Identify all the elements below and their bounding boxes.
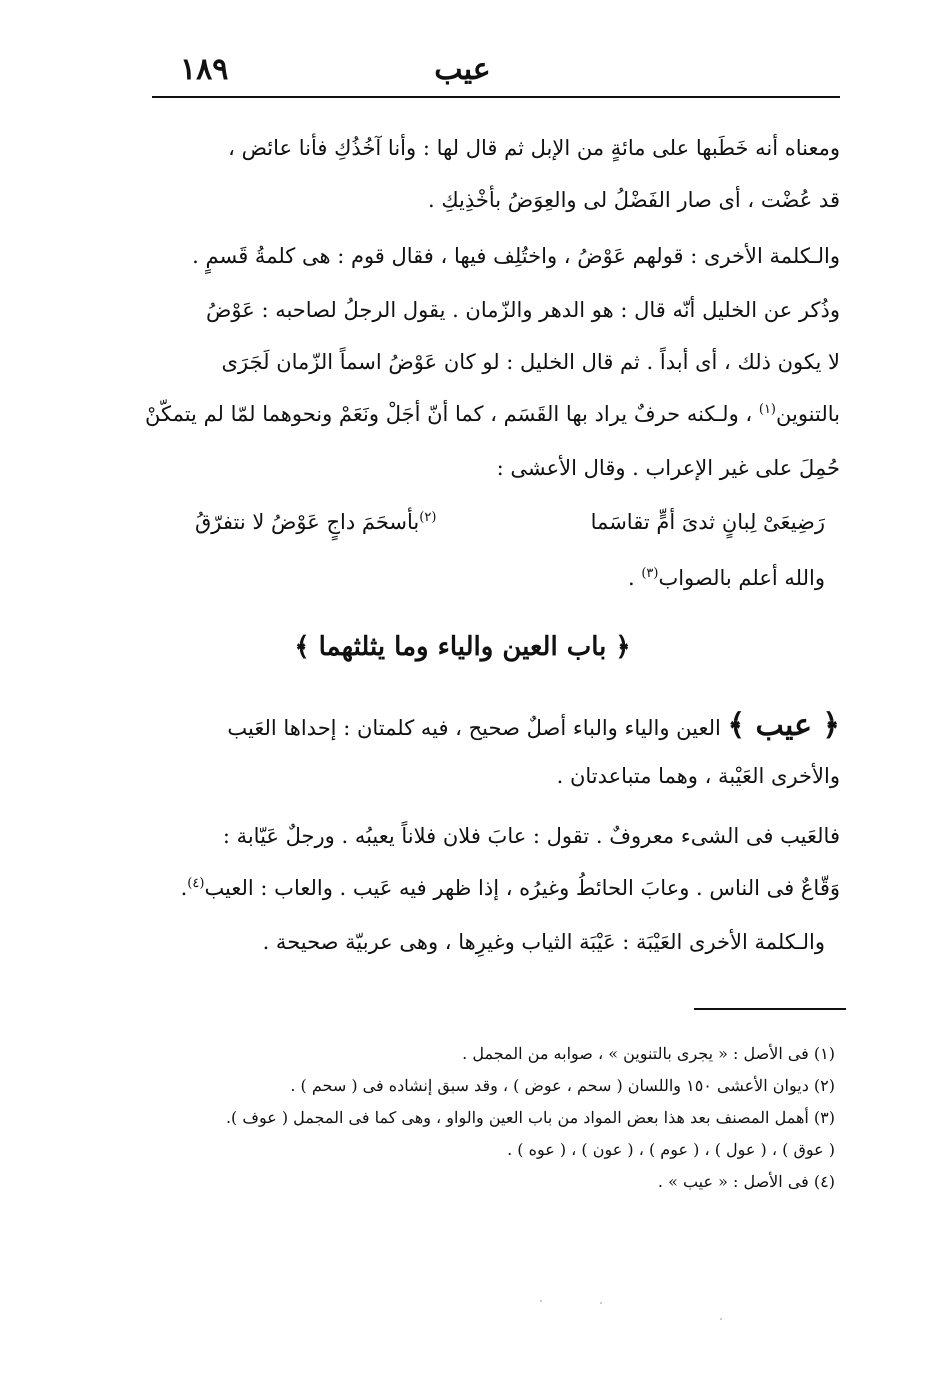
closing-end: . bbox=[627, 566, 635, 590]
paragraph-2-line-2: وذُكر عن الخليل أنّه قال : هو الدهر والزّمان . يقول الرجلُ لصاحبه : عَوْضُ bbox=[206, 298, 840, 322]
entry-line-1-text: العين والياء والباء أصلٌ صحيح ، فيه كلمتان : إحداها العَيب bbox=[227, 716, 721, 740]
scan-speck bbox=[540, 1300, 542, 1302]
page-number: ١٨٩ bbox=[180, 52, 229, 87]
paragraph-2-line-5: حُمِلَ على غير الإعراب . وقال الأعشى : bbox=[496, 456, 840, 480]
verse-second-hemistich: بأسحَمَ داجٍ عَوْضُ لا نتفرّقُ bbox=[195, 510, 420, 534]
footnote-rule bbox=[694, 1008, 846, 1010]
entry-line-4-end: . bbox=[180, 876, 188, 900]
verse-first-hemistich: رَضِيعَىْ لِبانٍ ثدىَ أمٍّ تقاسَما bbox=[590, 510, 825, 534]
footnote-1: (١) فى الأصل : « يجرى بالتنوين » ، صوابه من المجمل . bbox=[462, 1044, 835, 1063]
footnote-3-line-1: (٣) أهمل المصنف بعد هذا بعض المواد من باب العين والواو ، وهى كما فى المجمل ( عوف ). bbox=[225, 1108, 835, 1127]
paragraph-2-line-3: لا يكون ذلك ، أى أبداً . ثم قال الخليل : لو كان عَوْضُ اسماً الزّمان لَجَرَى bbox=[221, 350, 840, 374]
entry-line-2: والأخرى العَيْبة ، وهما متباعدتان . bbox=[556, 764, 840, 788]
paragraph-2-line-4-end: ، ولـكنه حرفٌ يراد بها القَسَم ، كما أنّ أجَلْ ونَعَمْ ونحوهما لمّا لم يتمكّنْ bbox=[145, 402, 753, 426]
running-head: عيب bbox=[434, 52, 491, 87]
footnote-4: (٤) فى الأصل : « عيب » . bbox=[657, 1172, 835, 1191]
entry-line-4-text: وَقّاعٌ فى الناس . وعابَ الحائطُ وغيرُه ، إذا ظهر فيه عَيب . والعاب : العيب bbox=[204, 876, 840, 900]
footnote-ref-3: (٣) bbox=[641, 566, 659, 581]
paragraph-1-line-2: قد عُضْت ، أى صار الفَضْلُ لى والعِوَضُ بأخْذِيكِ . bbox=[427, 188, 840, 212]
scan-speck bbox=[600, 1302, 602, 1304]
paragraph-2-line-4 bbox=[145, 402, 840, 426]
entry-line-4 bbox=[160, 876, 840, 900]
paragraph-1-line-1: ومعناه أنه خَطَبها على مائةٍ من الإبل ثم قال لها : وأنا آخُذُكِ فأنا عائض ، bbox=[228, 136, 840, 160]
entry-line-1 bbox=[160, 708, 840, 743]
verse-second-hemistich-wrap bbox=[195, 510, 436, 534]
footnote-3-line-2: ( عوق ) ، ( عول ) ، ( عوم ) ، ( عون ) ، ( عوه ) . bbox=[507, 1140, 835, 1159]
header-rule bbox=[152, 96, 840, 98]
footnote-ref-2: (٢) bbox=[419, 510, 437, 525]
footnote-ref-1: (١) bbox=[758, 402, 776, 417]
entry-headword: ﴿ عيب ﴾ bbox=[727, 708, 840, 743]
entry-line-3: فالعَيب فى الشىء معروفٌ . تقول : عابَ فلان فلاناً يعيبُه . ورجلٌ عَيّابة : bbox=[222, 824, 840, 848]
entry-line-5: والـكلمة الأخرى العَيْبَة : عَيْبَة الثياب وغيرِها ، وهى عربيّة صحيحة . bbox=[262, 930, 825, 954]
footnote-2: (٢) ديوان الأعشى ١٥٠ واللسان ( سحم ، عوض ) ، وقد سبق إنشاده فى ( سحم ) . bbox=[290, 1076, 835, 1095]
footnote-ref-4: (٤) bbox=[187, 876, 205, 891]
closing-line bbox=[160, 566, 825, 590]
scan-speck bbox=[720, 1318, 722, 1320]
paragraph-2-line-4-start: بالتنوين bbox=[776, 402, 840, 426]
closing-text: والله أعلم بالصواب bbox=[658, 566, 825, 590]
paragraph-2-line-1: والـكلمة الأخرى : قولهم عَوْضُ ، واختُلِف فيها ، فقال قوم : هى كلمةُ قَسمٍ . bbox=[192, 244, 840, 268]
section-heading: ﴿ باب العين والياء وما يثلثهما ﴾ bbox=[294, 632, 631, 662]
